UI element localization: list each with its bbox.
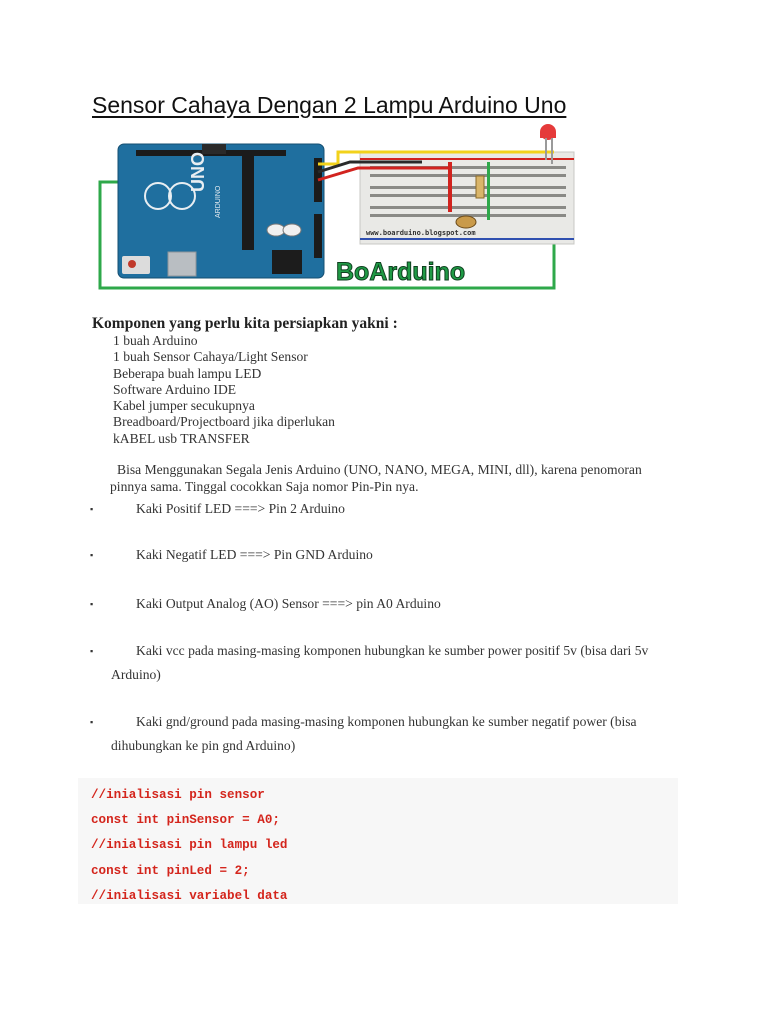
bullet-text: Kaki gnd/ground pada masing-masing komponen hubungkan ke sumber negatif power (bisa dihubungkan ke pin gnd Arduino) <box>111 714 637 753</box>
bullet-marker: ▪ <box>90 717 94 727</box>
bullet-marker: ▪ <box>90 646 94 656</box>
board-sub-label: ARDUINO <box>215 185 222 218</box>
list-item: Software Arduino IDE <box>113 381 237 397</box>
circuit-diagram-image <box>92 122 576 294</box>
led-base <box>540 132 556 138</box>
bullet-item <box>90 639 670 687</box>
bullet-item <box>90 592 670 616</box>
code-line: //inialisasi pin sensor <box>91 788 265 802</box>
components-heading: Komponen yang perlu kita persiapkan yakni : <box>92 315 398 332</box>
power-jack <box>272 250 302 274</box>
code-line: //inialisasi pin lampu led <box>91 838 288 852</box>
list-item: Breadboard/Projectboard jika diperlukan <box>113 414 335 430</box>
list-item: 1 buah Sensor Cahaya/Light Sensor <box>113 349 308 365</box>
list-item: Beberapa buah lampu LED <box>113 365 262 381</box>
figure-url: www.boarduino.blogspot.com <box>366 229 476 237</box>
code-line: const int pinLed = 2; <box>91 864 250 878</box>
wire-green-vertical <box>487 162 490 220</box>
bullet-text: Kaki Output Analog (AO) Sensor ===> pin A0 Arduino <box>136 596 441 611</box>
resistor <box>476 176 484 198</box>
list-item: kABEL usb TRANSFER <box>113 430 250 446</box>
circuit-figure <box>92 122 576 294</box>
reset-area <box>122 256 150 274</box>
bullet-marker: ▪ <box>90 550 94 560</box>
page-title: Sensor Cahaya Dengan 2 Lampu Arduino Uno <box>92 92 567 118</box>
breadboard-rail-blue <box>360 238 574 240</box>
bullet-text: Kaki vcc pada masing-masing komponen hubungkan ke sumber power positif 5v (bisa dari 5v Arduino) <box>111 643 649 682</box>
brand-logo: BoArduino <box>336 258 466 286</box>
capacitor-1 <box>267 224 285 236</box>
chip <box>242 150 254 250</box>
code-line: const int pinSensor = A0; <box>91 813 280 827</box>
bullet-text: Kaki Negatif LED ===> Pin GND Arduino <box>136 547 373 562</box>
bullet-marker: ▪ <box>90 599 94 609</box>
led-leg-2 <box>551 138 553 164</box>
list-item: 1 buah Arduino <box>113 333 198 348</box>
code-block <box>78 778 678 904</box>
breadboard-rail-red <box>360 158 574 160</box>
code-line: //inialisasi variabel data <box>91 889 288 903</box>
bullet-item <box>90 497 670 521</box>
bullet-text: Kaki Positif LED ===> Pin 2 Arduino <box>136 501 345 516</box>
bullet-item <box>90 543 670 567</box>
intro-paragraph: Bisa Menggunakan Segala Jenis Arduino (UNO, NANO, MEGA, MINI, dll), karena penomoran pinnya sama. Tinggal cocokkan Saja nomor Pin-Pin nya. <box>110 462 642 494</box>
list-item: Kabel jumper secukupnya <box>113 398 255 414</box>
usb-port <box>168 252 196 276</box>
wire-red-vertical <box>448 162 452 212</box>
capacitor-2 <box>283 224 301 236</box>
bullet-item <box>90 710 670 758</box>
reset-button <box>128 260 136 268</box>
components-list <box>113 333 335 447</box>
light-sensor <box>456 216 476 228</box>
bullet-marker: ▪ <box>90 504 94 514</box>
led-leg-1 <box>545 138 547 160</box>
board-label: UNO <box>188 152 208 192</box>
